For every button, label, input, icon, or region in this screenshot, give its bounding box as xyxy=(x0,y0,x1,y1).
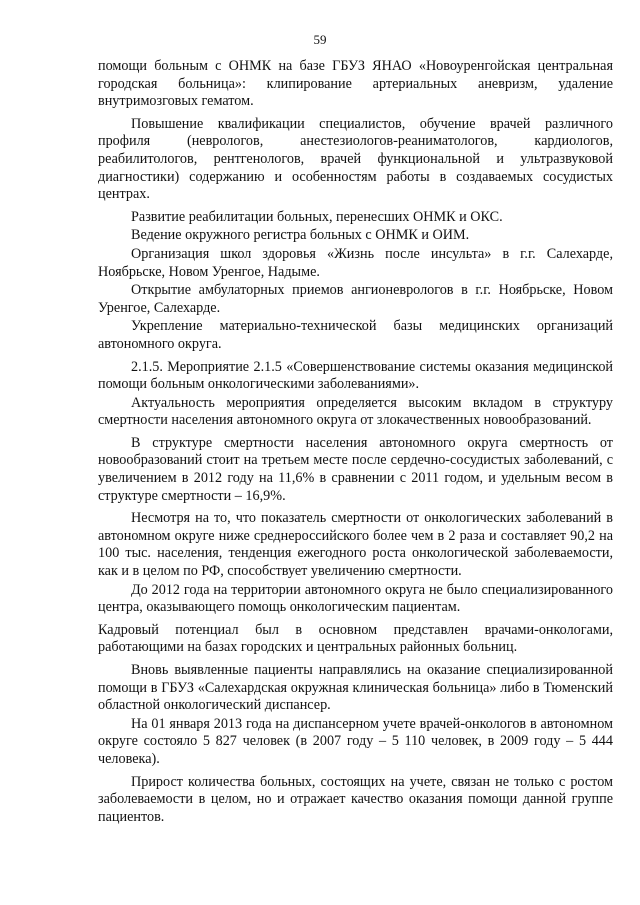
paragraph-qualification: Повышение квалификации специалистов, обучение врачей различного профиля (неврологов, анестезиологов-реаниматологов, кардиологов, реабилитологов, рентгенологов, врачей функциональной и ультразвуковой диагностики) содержанию и особенностям работы в создаваемых сосудистых центрах. xyxy=(98,115,613,203)
paragraph-mortality-structure: В структуре смертности населения автономного округа смертность от новообразований стоит на третьем месте после сердечно-сосудистых заболеваний, с увеличением в 2012 году на 11,6% в сравнении с 2011 годом, и удельным весом в структуре смертности – 16,9%. xyxy=(98,434,613,504)
paragraph-registered-patients: На 01 января 2013 года на диспансерном учете врачей-онкологов в автономном округе состояло 5 827 человек (в 2007 году – 5 110 человек, в 2009 году – 5 444 человека). xyxy=(98,715,613,767)
paragraph-referrals: Вновь выявленные пациенты направлялись на оказание специализированной помощи в ГБУЗ «Салехардская окружная клиническая больница» либо в Тюменский областной онкологический диспансер. xyxy=(98,662,613,714)
section-heading-2-1-5: 2.1.5. Мероприятие 2.1.5 «Совершенствование системы оказания медицинской помощи больным онкологическими заболеваниями». xyxy=(98,358,613,393)
paragraph-mortality-rate: Несмотря на то, что показатель смертности от онкологических заболеваний в автономном округе ниже среднероссийского более чем в 2 раза и составляет 90,2 на 100 тыс. населения, тенденция ежегодного роста онкологической заболеваемости, как и в целом по РФ, способствует увеличению смертности. xyxy=(98,510,613,580)
paragraph-patient-growth: Прирост количества больных, состоящих на учете, связан не только с ростом заболеваемости в целом, но и отражает качество оказания помощи данной группе пациентов. xyxy=(98,773,613,825)
paragraph-no-center: До 2012 года на территории автономного округа не было специализированного центра, оказывающего помощь онкологическим пациентам. xyxy=(98,581,613,616)
paragraph-health-schools: Организация школ здоровья «Жизнь после инсульта» в г.г. Салехарде, Ноябрьске, Новом Уренгое, Надыме. xyxy=(98,245,613,280)
paragraph-continuation: помощи больным с ОНМК на базе ГБУЗ ЯНАО «Новоуренгойская центральная городская больница»: клипирование артериальных аневризм, удаление внутримозговых гематом. xyxy=(98,58,613,110)
document-body xyxy=(98,58,613,827)
paragraph-relevance: Актуальность мероприятия определяется высоким вкладом в структуру смертности населения автономного округа от злокачественных новообразований. xyxy=(98,394,613,429)
page-number: 59 xyxy=(313,32,327,47)
paragraph-rehabilitation: Развитие реабилитации больных, перенесших ОНМК и ОКС. xyxy=(131,208,503,225)
paragraph-ambulatory: Открытие амбулаторных приемов ангионеврологов в г.г. Ноябрьске, Новом Уренгое, Салехарде. xyxy=(98,282,613,316)
paragraph-infrastructure: Укрепление материально-технической базы медицинских организаций автономного округа. xyxy=(98,318,613,352)
paragraph-registry: Ведение окружного регистра больных с ОНМК и ОИМ. xyxy=(131,227,470,244)
paragraph-staffing: Кадровый потенциал был в основном представлен врачами-онкологами, работающими на базах городских и центральных районных больниц. xyxy=(98,621,613,656)
